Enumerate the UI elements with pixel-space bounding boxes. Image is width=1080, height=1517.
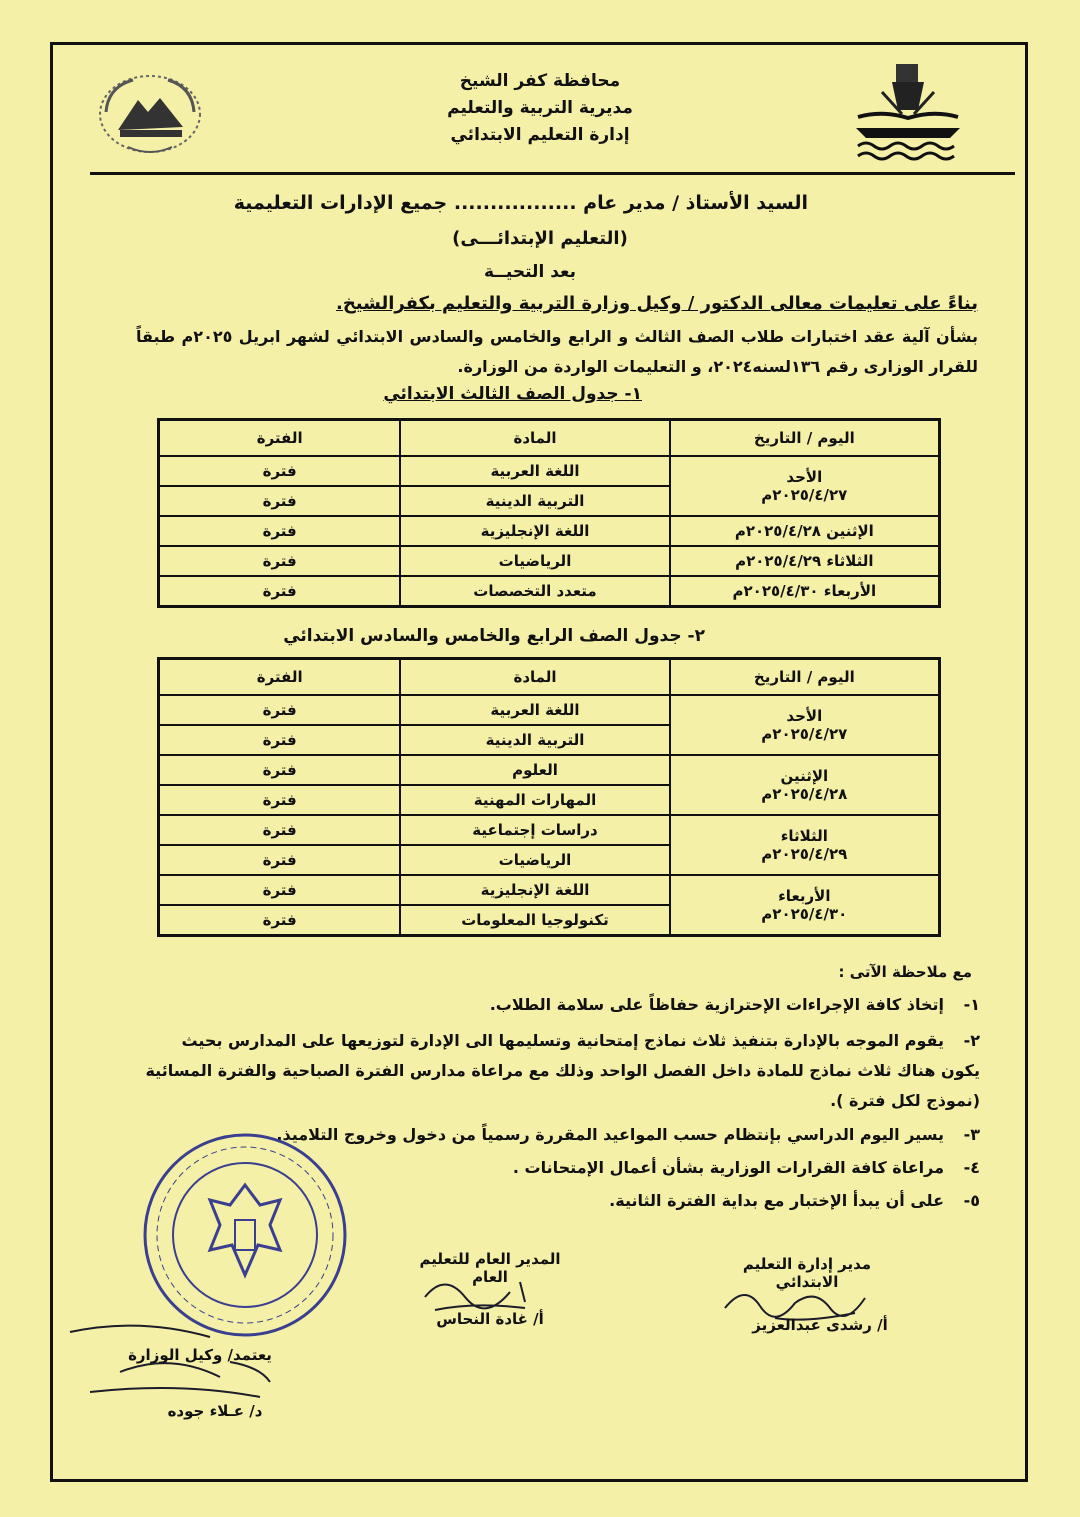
note-number: ٤- (963, 1158, 980, 1177)
header-day: اليوم / التاريخ (670, 659, 940, 696)
header-subject: المادة (400, 659, 669, 696)
day-name: الأحد (786, 468, 823, 486)
day-cell: الثلاثاء ٢٠٢٥/٤/٢٩م (670, 546, 940, 576)
period-cell: فترة (159, 785, 401, 815)
note-text: يقوم الموجه بالإدارة بتنفيذ ثلاث نماذج إمتحانية وتسليمها الى الإدارة لتوزيعها على المدارس بحيث يكون هناك ثلاث نماذج للمادة داخل الفصل الواحد وذلك مع مراعاة مدارس الفترة الصباحية والفترة المسائية (نموذج لكل فترة ). (145, 1031, 980, 1110)
general-director-title: المدير العام للتعليم العام (419, 1250, 561, 1286)
table-row (159, 546, 940, 576)
header-divider (90, 172, 1015, 175)
day-cell (670, 815, 940, 875)
day-date: ٢٠٢٥/٤/٢٧م (761, 725, 848, 743)
table-row (159, 576, 940, 607)
approval-name: د/ عـلاء جوده (167, 1402, 263, 1420)
table-row (159, 456, 940, 486)
table-row (159, 755, 940, 785)
subject-cell: التربية الدينية (400, 725, 669, 755)
approval-signature-icon (60, 1312, 300, 1402)
grade-3-schedule-table (157, 418, 941, 608)
notes-title: مع ملاحظة الآتى : (838, 963, 972, 981)
approval-title: يعتمد/ وكيل الوزارة (128, 1346, 272, 1364)
table-row (159, 815, 940, 845)
table-row (159, 516, 940, 546)
note-text: مراعاة كافة القرارات الوزارية بشأن أعمال الإمتحانات . (512, 1158, 944, 1177)
note-text: يسير اليوم الدراسي بإنتظام حسب المواعيد المقررة رسمياً من دخول وخروج التلاميذ. (276, 1125, 944, 1144)
table-row (159, 875, 940, 905)
table-header-row (159, 659, 940, 696)
period-cell: فترة (159, 875, 401, 905)
period-cell: فترة (159, 905, 401, 936)
period-cell: فترة (159, 576, 401, 607)
day-cell: الأربعاء ٢٠٢٥/٤/٣٠م (670, 576, 940, 607)
note-item (140, 990, 980, 1020)
directorate-logo-icon (88, 72, 213, 157)
day-date: ٢٠٢٥/٤/٢٩م (761, 845, 848, 863)
day-name: الأحد (786, 707, 823, 725)
official-stamp-icon (140, 1130, 350, 1340)
governorate-emblem-icon (852, 62, 964, 162)
subject-cell: الرياضيات (400, 845, 669, 875)
administration-name: إدارة التعليم الابتدائي (450, 125, 630, 145)
subject-cell: تكنولوجيا المعلومات (400, 905, 669, 936)
day-date: ٢٠٢٥/٤/٢٧م (761, 486, 848, 504)
section-1-title: ١- جدول الصف الثالث الابتدائي (383, 384, 642, 404)
subject-cell: متعدد التخصصات (400, 576, 669, 607)
header-period: الفترة (159, 420, 401, 457)
header-subject: المادة (400, 420, 669, 457)
letterhead (0, 62, 1080, 172)
period-cell: فترة (159, 546, 401, 576)
intro-line: بناءً على تعليمات معالى الدكتور / وكيل وزارة التربية والتعليم بكفرالشيخ. (335, 293, 978, 314)
note-text: إتخاذ كافة الإجراءات الإحترازية حفاظاً على سلامة الطلاب. (489, 995, 944, 1014)
subject-cell: دراسات إجتماعية (400, 815, 669, 845)
day-cell (670, 695, 940, 755)
period-cell: فترة (159, 695, 401, 725)
day-name: الإثنين (780, 767, 829, 785)
period-cell: فترة (159, 815, 401, 845)
subject-cell: اللغة العربية (400, 456, 669, 486)
period-cell: فترة (159, 725, 401, 755)
director-name: أ/ رشدى عبدالعزيز (752, 1316, 888, 1334)
note-number: ١- (963, 995, 980, 1014)
day-name: الثلاثاء (780, 827, 828, 845)
grades-4-6-schedule-table (157, 657, 941, 937)
period-cell: فترة (159, 486, 401, 516)
subject-cell: التربية الدينية (400, 486, 669, 516)
day-cell (670, 875, 940, 936)
day-name: الأربعاء (778, 887, 831, 905)
subject-cell: العلوم (400, 755, 669, 785)
note-item (140, 1026, 980, 1116)
subject-cell: المهارات المهنية (400, 785, 669, 815)
day-date: ٢٠٢٥/٤/٣٠م (761, 905, 848, 923)
subject-cell: الرياضيات (400, 546, 669, 576)
addressee-line: السيد الأستاذ / مدير عام ................. جميع الإدارات التعليمية (233, 192, 808, 214)
note-number: ٥- (963, 1191, 980, 1210)
directorate-name: مديرية التربية والتعليم (447, 98, 633, 118)
period-cell: فترة (159, 845, 401, 875)
general-director-name: أ/ غادة النحاس (436, 1310, 544, 1328)
header-day: اليوم / التاريخ (670, 420, 940, 457)
note-number: ٢- (963, 1031, 980, 1050)
day-cell (670, 755, 940, 815)
note-number: ٣- (963, 1125, 980, 1144)
day-cell (670, 456, 940, 516)
governorate-name: محافظة كفر الشيخ (459, 71, 621, 91)
period-cell: فترة (159, 516, 401, 546)
director-title: مدير إدارة التعليم الابتدائي (742, 1255, 872, 1291)
period-cell: فترة (159, 755, 401, 785)
subject-cell: اللغة الإنجليزية (400, 516, 669, 546)
subject-cell: اللغة الإنجليزية (400, 875, 669, 905)
note-text: على أن يبدأ الإختبار مع بداية الفترة الثانية. (609, 1191, 944, 1210)
section-2-title: ٢- جدول الصف الرابع والخامس والسادس الابتدائي (283, 626, 705, 646)
day-date: ٢٠٢٥/٤/٢٨م (761, 785, 848, 803)
letter-subtitle: (التعليم الإبتدائـــى) (452, 228, 628, 249)
period-cell: فترة (159, 456, 401, 486)
table-row (159, 695, 940, 725)
day-cell: الإثنين ٢٠٢٥/٤/٢٨م (670, 516, 940, 546)
subject-cell: اللغة العربية (400, 695, 669, 725)
header-period: الفترة (159, 659, 401, 696)
table-header-row (159, 420, 940, 457)
body-paragraph: بشأن آلية عقد اختبارات طلاب الصف الثالث و الرابع والخامس والسادس الابتدائي لشهر ابريل ٢٠٢٥م طبقاً للقرار الوزارى رقم ١٣٦لسنه٢٠٢٤، و التعليمات الواردة من الوزارة. (136, 327, 979, 376)
greeting: بعد التحيــة (484, 262, 576, 282)
